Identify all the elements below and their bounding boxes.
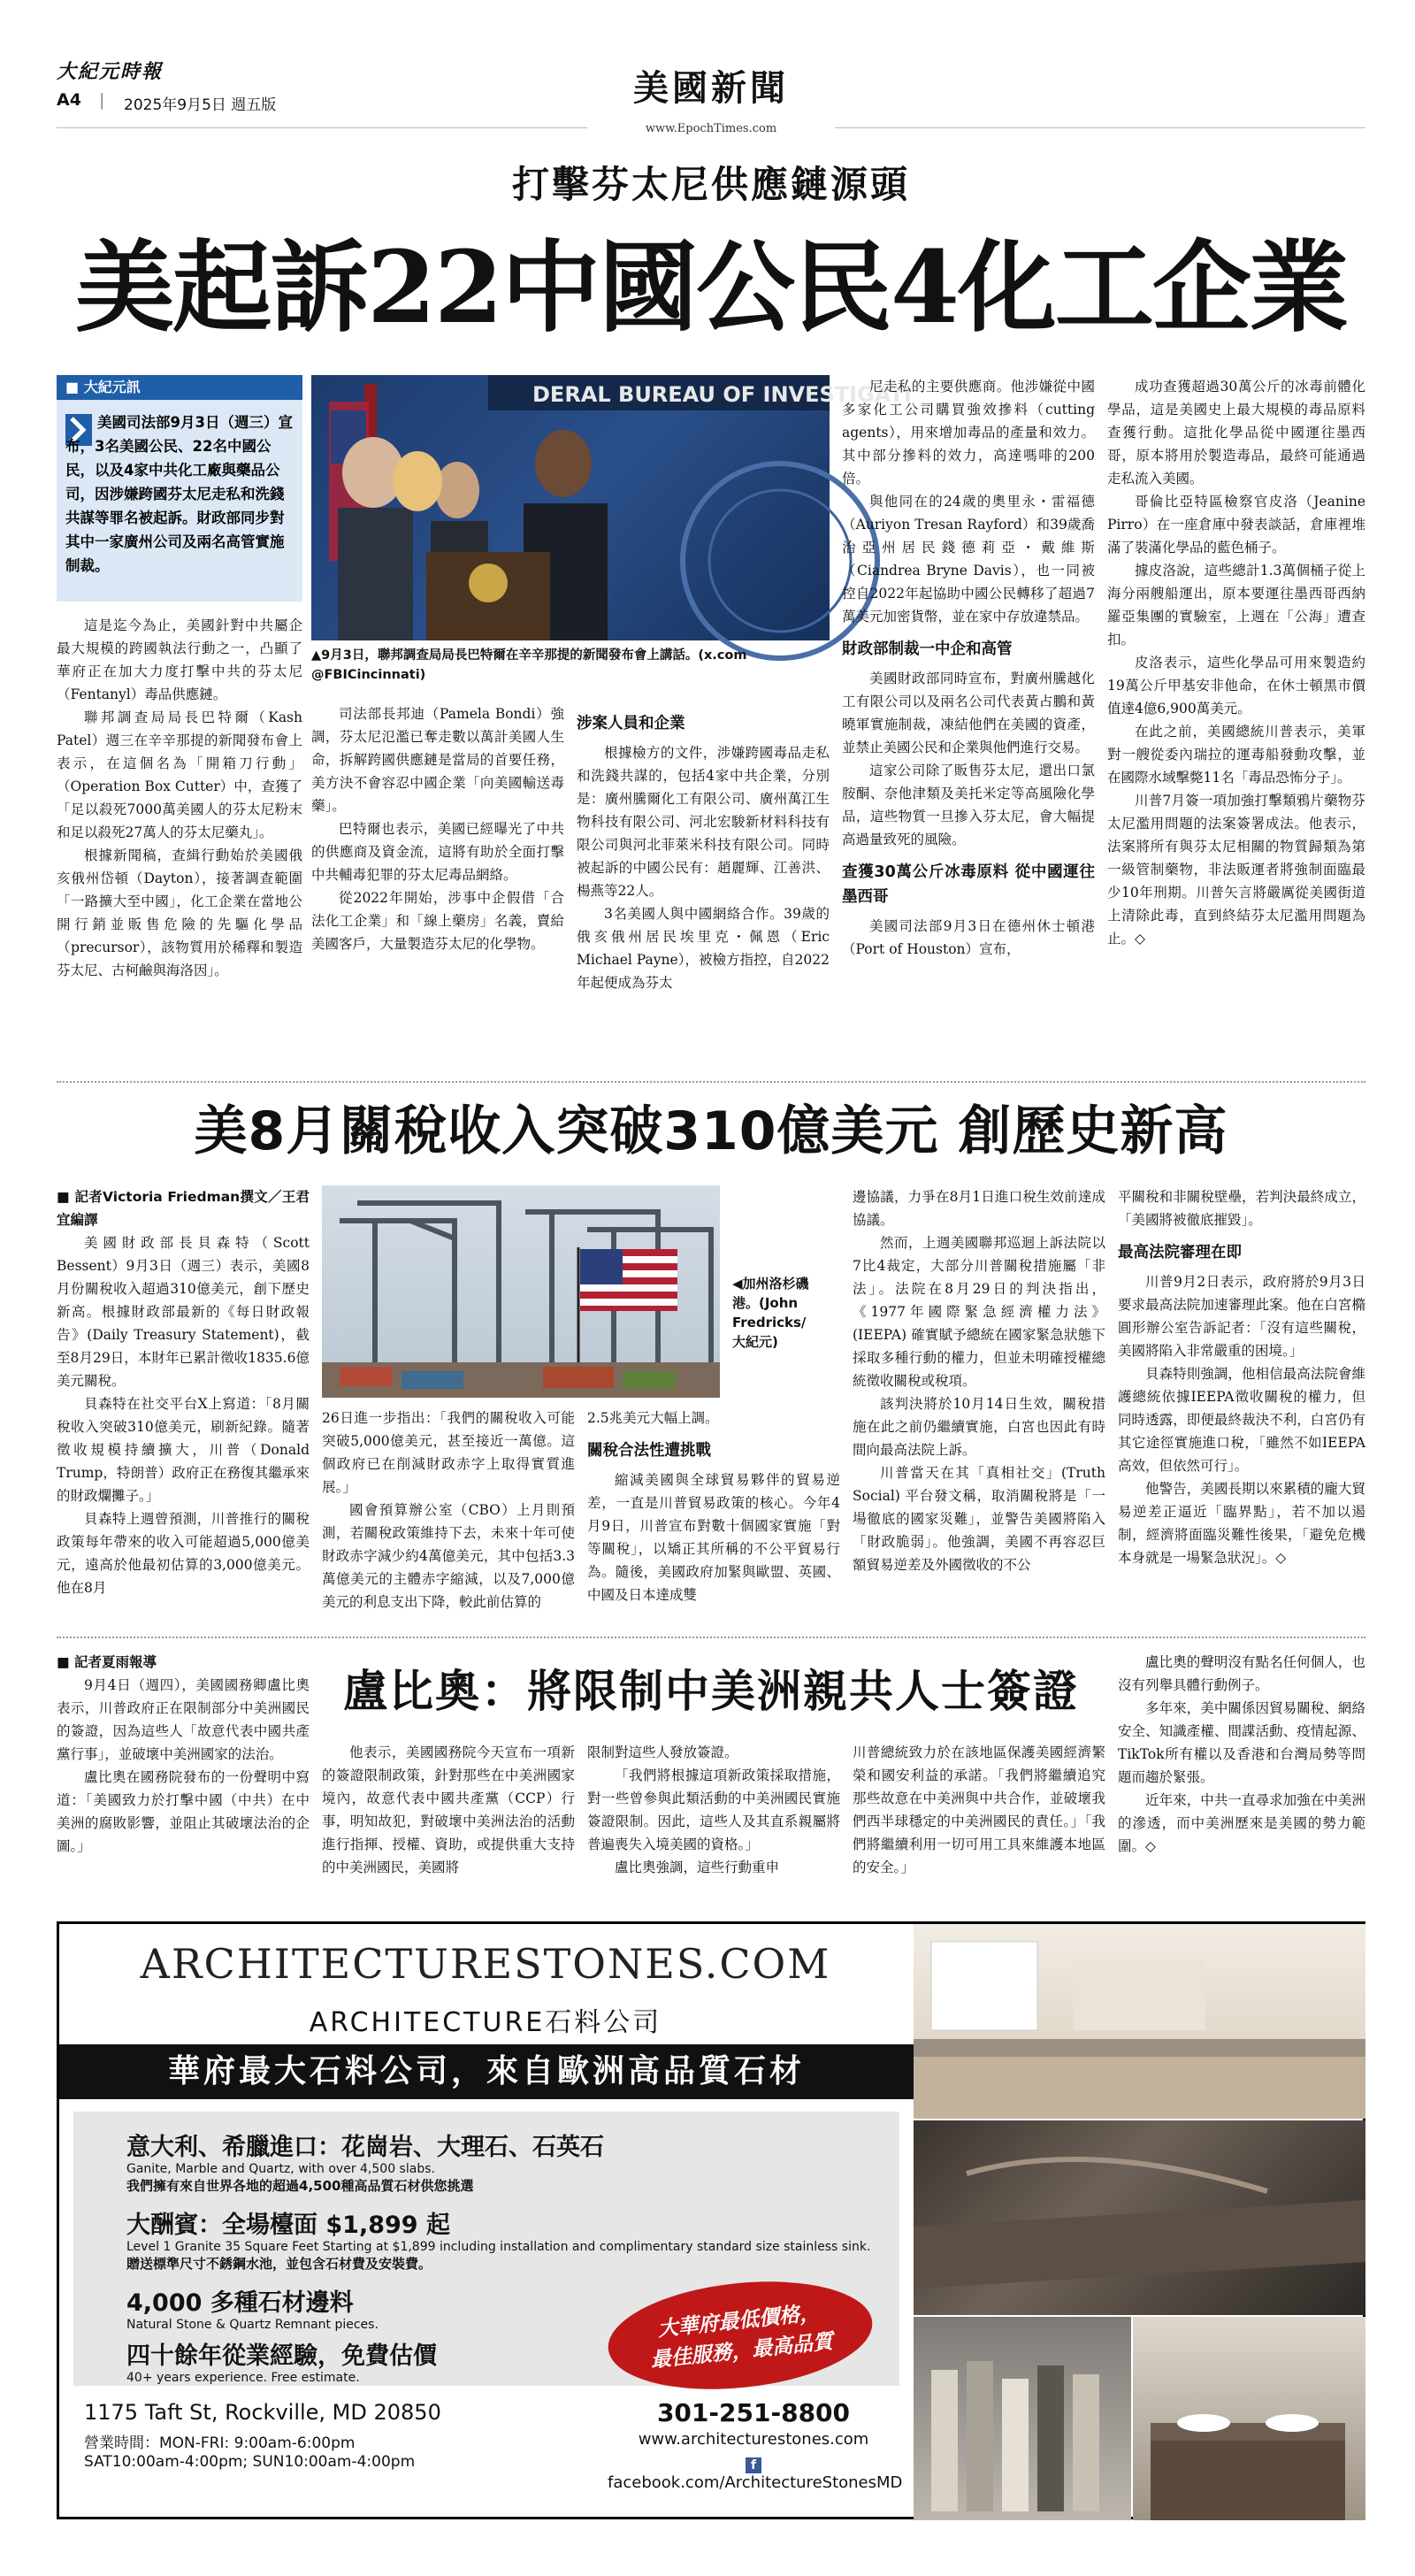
paragraph: 多年來，美中關係因貿易關稅、網絡安全、知識產權、間諜活動、疫情起源、TikTok所有權以及香港和台灣局勢等問題而趨於緊張。	[1118, 1700, 1365, 1785]
paragraph: 川普當天在其「真相社交」(Truth Social) 平台發文稱，取消關稅將是「一場徹底的國家災難」，並警告美國將陷入「財政脆弱」。他強調，美國不再容忍巨額貿易逆差及外國徵收的不公	[853, 1465, 1105, 1573]
paragraph: 縮減美國與全球貿易夥伴的貿易逆差，一直是川普貿易政策的核心。今年4月9日，川普宣布對數十個國家實施「對等關稅」，以矯正其所稱的不公平貿易行為。隨後，美國政府加緊與歐盟、英國、中國及日本達成雙	[587, 1472, 840, 1603]
paragraph: 限制對這些人發放簽證。	[587, 1744, 738, 1760]
paragraph: 據皮洛說，這些總計1.3萬個桶子從上海分兩艘船運出，原本要運往墨西哥西納羅亞集團的實驗室，上週在「公海」遭查扣。	[1107, 563, 1365, 648]
story1-col1	[57, 614, 302, 1074]
stamp-line: 最佳服務，最高品質	[649, 2330, 835, 2373]
ad-company: ARCHITECTURE石料公司	[309, 2007, 662, 2038]
advertisement[interactable]	[57, 1921, 1365, 2519]
story1-kicker: 打擊芬太尼供應鏈源頭	[511, 163, 910, 206]
paragraph: 近年來，中共一直尋求加強在中美洲的滲透，而中美洲歷來是美國的勢力範圍。◇	[1118, 1792, 1365, 1854]
ad-facebook[interactable]	[608, 2453, 903, 2492]
ad-item-title: 四十餘年從業經驗，免費估價	[126, 2342, 437, 2370]
ad-item-sale	[126, 2205, 870, 2273]
paragraph: 尼走私的主要供應商。他涉嫌從中國多家化工公司購買強效摻料（cutting agents），用來增加毒品的產量和效力。其中部分摻料的效力，高達嗎啡的200倍。	[842, 379, 1095, 487]
paragraph: 盧比奧的聲明沒有點名任何個人，也沒有列舉具體行動例子。	[1118, 1654, 1365, 1693]
ad-item-zh: 贈送標準尺寸不銹鋼水池，並包含石材費及安裝費。	[126, 2256, 432, 2272]
ad-address: 1175 Taft St, Rockville, MD 20850	[84, 2400, 441, 2425]
fbi-press-photo	[311, 375, 912, 640]
story3-col5	[1118, 1651, 1365, 1907]
facebook-link-text: facebook.com/ArchitectureStonesMD	[608, 2473, 903, 2492]
showroom-photo	[914, 2317, 1131, 2520]
ad-item-remnants	[126, 2283, 379, 2332]
stamp-line: 大華府最低價格，	[656, 2301, 822, 2342]
countertop-photo	[914, 2120, 1365, 2315]
paragraph: 根據新聞稿，查緝行動始於美國俄亥俄州岱頓（Dayton），接著調查範圍「一路擴大至中國」，化工企業在當地公開行銷並販售危險的先驅化學品（precursor），該物質用於稀釋和製造芬太尼、古柯鹼與海洛因」。	[57, 847, 302, 978]
paragraph: 26日進一步指出：「我們的關稅收入可能突破5,000億美元，甚至接近一萬億。這個政府已在削減財政赤字上取得實質進展。」	[322, 1410, 575, 1495]
paragraph: 3名美國人與中國網絡合作。39歲的俄亥俄州居民埃里克・佩恩（Eric Michael Payne），被檢方指控，自2022年起便成為芬太	[577, 906, 830, 991]
paragraph: 盧比奧強調，這些行動重申	[615, 1859, 780, 1875]
paragraph: 國會預算辦公室（CBO）上月則預測，若關稅政策維持下去，未來十年可使財政赤字減少約4萬億美元，其中包括3.3萬億美元的主體赤字縮減，以及7,000億美元的利息支出下降，較此前估算的	[322, 1502, 575, 1610]
paragraph: 川普9月2日表示，政府將於9月3日要求最高法院加速審理此案。他在白宮橢圓形辦公室告訴記者：「沒有這些關稅，美國將陷入非常嚴重的困境。」	[1118, 1274, 1365, 1359]
story2-col4	[853, 1185, 1105, 1628]
story3-col1	[57, 1651, 310, 1907]
paragraph: 平關稅和非關稅壁壘，若判決最終成立，「美國將被徹底摧毀」。	[1118, 1189, 1365, 1228]
ad-item-zh: 我們擁有來自世界各地的超過4,500種高品質石材供您挑選	[126, 2178, 474, 2194]
svg-text:DERAL BUREAU OF INVESTIGATI: DERAL BUREAU OF INVESTIGATI	[532, 382, 912, 407]
facebook-icon: f	[746, 2457, 761, 2473]
ad-item-experience	[126, 2336, 437, 2385]
paragraph: 美國財政部同時宣布，對廣州騰越化工有限公司以及兩名公司代表黃占鵬和黃曉軍實施制裁，凍結他們在美國的資產，並禁止美國公民和企業與他們進行交易。	[842, 671, 1095, 755]
paragraph: 盧比奧在國務院發布的一份聲明中寫道：「美國致力於打擊中國（中共）在中美洲的腐敗影響，並阻止其破壞法治的企圖。」	[57, 1769, 310, 1854]
kitchen-photo	[914, 1924, 1365, 2119]
paragraph: 2.5兆美元大幅上調。	[587, 1410, 719, 1426]
source-tag: ■ 大紀元訊	[57, 375, 302, 400]
ad-brand: ARCHITECTURESTONES.COM	[140, 1940, 831, 1988]
story2-col5	[1118, 1185, 1365, 1628]
paragraph: 貝森特上週曾預測，川普推行的關稅政策每年帶來的收入可能超過5,000億美元，遠高於他最初估算的3,000億美元。他在8月	[57, 1511, 310, 1596]
paragraph: 邊協議，力爭在8月1日進口稅生效前達成協議。	[853, 1189, 1105, 1228]
subhead: 查獲30萬公斤冰毒原料 從中國運往墨西哥	[842, 863, 1095, 906]
story2-col2	[322, 1407, 575, 1628]
subhead: 關稅合法性遭挑戰	[587, 1442, 711, 1460]
ad-item-en: Ganite, Marble and Quartz, with over 4,500 slabs.	[126, 2162, 435, 2176]
byline: ■ 記者Victoria Friedman撰文／王君宜編譯	[57, 1189, 310, 1228]
section-divider	[57, 1081, 1365, 1083]
paragraph: 根據檢方的文件，涉嫌跨國毒品走私和洗錢共謀的，包括4家中共企業，分別是：廣州騰爾化工有限公司、廣州萬江生物科技有限公司、河北宏駿新材料科技有限公司與河北菲萊米科技有限公司。同時被起訴的中國公民有：趙麗輝、江善洪、楊燕等22人。	[577, 745, 830, 899]
paragraph: 哥倫比亞特區檢察官皮洛（Jeanine Pirro）在一座倉庫中發表談話，倉庫裡堆滿了裝滿化學品的藍色桶子。	[1107, 494, 1365, 556]
ad-item-import	[126, 2128, 604, 2195]
story1-col5	[1107, 375, 1365, 1074]
ad-item-en: Level 1 Granite 35 Square Feet Starting at $1,899 including installation and complimentary standard size stainless sink.	[126, 2240, 871, 2254]
paragraph: 貝森特則強調，他相信最高法院會維護總統依據IEEPA徵收關稅的權力，但同時透露，即便最終裁決不利，白宮仍有其它途徑實施進口稅，「雖然不如IEEPA高效，但依然可行」。	[1118, 1366, 1365, 1474]
paragraph: 從2022年開始，涉事中企假借「合法化工企業」和「線上藥房」名義，賣給美國客戶，大量製造芬太尼的化學物。	[311, 890, 564, 952]
story2-col3	[587, 1407, 840, 1628]
issue-date: 2025年9月5日 週五版	[124, 96, 277, 114]
bathroom-photo	[1133, 2317, 1365, 2520]
paragraph: 與他同在的24歲的奧里永・雷福德（Auriyon Tresan Rayford）和39歲喬治亞州居民錢德莉亞・戴維斯（Ciandrea Bryne Davis），也一同被控自2022年起協助中國公民轉移了超過7萬美元加密貨幣，並在家中存放違禁品。	[842, 494, 1095, 625]
port-photo-caption: ◀加州洛杉磯港。(John Fredricks/大紀元)	[732, 1276, 809, 1350]
story3-headline: 盧比奧：將限制中美洲親共人士簽證	[343, 1666, 1079, 1717]
fbi-photo-caption: ▲9月3日，聯邦調查局局長巴特爾在辛辛那提的新聞發布會上講話。(x.com @FBICincinnati)	[311, 648, 747, 682]
story1-headline: 美起訴22中國公民4化工企業	[75, 230, 1347, 346]
section-divider	[57, 1637, 1365, 1638]
ad-hours-weekday: 營業時間：MON-FRI: 9:00am-6:00pm	[84, 2434, 356, 2452]
story1-col2	[311, 702, 564, 1074]
paragraph: 然而，上週美國聯邦巡迴上訴法院以7比4裁定，大部分川普關稅措施屬「非法」。法院在8月29日的判決指出，《1977年國際緊急經濟權力法》(IEEPA) 確實賦予總統在國家緊急狀態下採取多種行動的權力，但並未明確授權總統徵收關稅或稅項。	[853, 1235, 1105, 1389]
story3-col3	[587, 1741, 840, 1909]
port-photo	[322, 1185, 720, 1398]
story1-col3	[577, 702, 830, 1074]
paragraph: 聯邦調查局局長巴特爾（Kash Patel）週三在辛辛那提的新聞發布會上表示，在這個名為「開箱刀行動」（Operation Box Cutter）中，查獲了「足以殺死7000萬美國人的芬太尼粉末和足以殺死27萬人的芬太尼藥丸」。	[57, 709, 302, 840]
ad-item-title: 意大利、希臘進口：花崗岩、大理石、石英石	[126, 2134, 604, 2161]
paragraph: 「我們將根據這項新政策採取措施，對一些曾參與此類活動的中美洲國民實施簽證限制。因此，這些人及其直系親屬將普遍喪失入境美國的資格。」	[587, 1767, 840, 1852]
story1-col4	[842, 375, 1095, 1074]
ad-item-title: 大酬賓：全場檯面 $1,899 起	[126, 2212, 450, 2239]
ad-item-title: 4,000 多種石材邊料	[126, 2289, 354, 2317]
summary-text: 美國司法部9月3日（週三）宣布，3名美國公民、22名中國公民，以及4家中共化工廠與藥品公司，因涉嫌跨國芬太尼走私和洗錢共謀等罪名被起訴。財政部同步對其中一家廣州公司及兩名高管實施制裁。	[65, 414, 293, 574]
byline: ■ 記者夏雨報導	[57, 1654, 157, 1670]
paragraph: 該判決將於10月14日生效，關稅措施在此之前仍繼續實施，白宮也因此有時間向最高法院上訴。	[853, 1396, 1105, 1458]
masthead-rule	[57, 127, 587, 128]
page-number: A4	[57, 90, 81, 110]
website[interactable]: www.EpochTimes.com	[645, 122, 777, 135]
paragraph: 他警告，美國長期以來累積的龐大貿易逆差正逼近「臨界點」，若不加以遏制，經濟將面臨災難性後果，「避免危機本身就是一場緊急狀況」。◇	[1118, 1481, 1365, 1566]
paragraph: 司法部長邦迪（Pamela Bondi）強調，芬太尼氾濫已奪走數以萬計美國人生命，拆解跨國供應鏈是當局的首要任務，美方決不會容忍中國企業「向美國輸送毒藥」。	[311, 706, 564, 814]
paragraph: 成功查獲超過30萬公斤的冰毒前體化學品，這是美國史上最大規模的毒品原料查獲行動。這批化學品從中國運往墨西哥，原本將用於製造毒品，最終可能通過走私流入美國。	[1107, 379, 1365, 487]
subhead: 財政部制裁一中企和高管	[842, 640, 1013, 658]
paragraph: 巴特爾也表示，美國已經曝光了中共的供應商及資金流，這將有助於全面打擊中共輔毒犯罪的芬太尼毒品網絡。	[311, 821, 564, 883]
ad-phone[interactable]: 301-251-8800	[656, 2398, 851, 2427]
masthead	[57, 57, 1365, 145]
paragraph: 他表示，美國國務院今天宣布一項新的簽證限制政策，針對那些在中美洲國家境內，故意代表中國共產黨（CCP）行事，明知故犯，對破壞中美洲法治的活動進行指揮、授權、資助，或提供重大支持的中美洲國民，美國將	[322, 1744, 575, 1875]
story3-col4	[853, 1741, 1105, 1909]
paragraph: 這家公司除了販售芬太尼，還出口氯胺酮、奈他津類及美托米定等高風險化學品，這些物質一旦摻入芬太尼，會大幅提高過量致死的風險。	[842, 763, 1095, 847]
section-title: 美國新聞	[633, 68, 789, 109]
masthead-rule	[835, 127, 1365, 128]
paragraph: 美國財政部長貝森特（Scott Bessent）9月3日（週三）表示，美國8月份關稅收入超過310億美元，創下歷史新高。根據財政部最新的《每日財政報告》(Daily Treasury Statement)，截至8月29日，本財年已累計徵收1835.6億美元關稅。	[57, 1235, 310, 1389]
masthead-logo: 大紀元時報	[57, 60, 164, 83]
paragraph: 川普7月簽一項加強打擊類鴉片藥物芬太尼濫用問題的法案簽署成法。他表示，法案將所有與芬太尼相關的物質歸類為第一級管制藥物，非法販運者將強制面臨最少10年刑期。川普矢言將嚴厲從美國街道上清除此毒，直到終結芬太尼濫用問題為止。◇	[1107, 793, 1365, 947]
subhead: 涉案人員和企業	[577, 715, 685, 732]
paragraph: 川普總統致力於在該地區保護美國經濟繁榮和國安利益的承諾。「我們將繼續追究那些故意在中美洲與中共合作，並破壞我們西半球穩定的中美洲國民的責任。」「我們將繼續利用一切可用工具來維護本地區的安全。」	[853, 1744, 1105, 1875]
story2-col1	[57, 1185, 310, 1628]
subhead: 最高法院審理在即	[1118, 1244, 1242, 1261]
ad-banner: 華府最大石料公司，來自歐洲高品質石材	[59, 2044, 914, 2099]
ad-hours-weekend: SAT10:00am-4:00pm; SUN10:00am-4:00pm	[84, 2453, 416, 2471]
paragraph: 這是迄今為止，美國針對中共屬企最大規模的跨國執法行動之一，凸顯了華府正在加大力度打擊中共的芬太尼（Fentanyl）毒品供應鏈。	[57, 617, 302, 702]
paragraph: 在此之前，美國總統川普表示，美軍對一艘從委內瑞拉的運毒船發動攻擊，並在國際水域擊斃11名「毒品恐怖分子」。	[1107, 724, 1365, 786]
ad-website[interactable]: www.architecturestones.com	[638, 2430, 869, 2449]
page-divider: |	[99, 90, 105, 110]
paragraph: 9月4日（週四），美國國務卿盧比奧表示，川普政府正在限制部分中美洲國民的簽證，因為這些人「故意代表中國共產黨行事」，並破壞中美洲國家的法治。	[57, 1677, 310, 1762]
ad-item-en: Natural Stone & Quartz Remnant pieces.	[126, 2318, 379, 2332]
summary-box	[57, 375, 302, 602]
paragraph: 美國司法部9月3日在德州休士頓港（Port of Houston）宣布，	[842, 918, 1095, 957]
paragraph: 貝森特在社交平台X上寫道：「8月關稅收入突破310億美元，刷新紀錄。隨著徵收規模持續擴大，川普（Donald Trump，特朗普）政府正在務復其繼承來的財政爛攤子。」	[57, 1396, 310, 1504]
story2-headline: 美8月關稅收入突破310億美元 創歷史新高	[194, 1100, 1228, 1162]
ad-item-en: 40+ years experience. Free estimate.	[126, 2371, 360, 2385]
paragraph: 皮洛表示，這些化學品可用來製造約19萬公斤甲基安非他命，在休士頓黑市價值達4億6,900萬美元。	[1107, 655, 1365, 717]
story3-col2	[322, 1741, 575, 1909]
